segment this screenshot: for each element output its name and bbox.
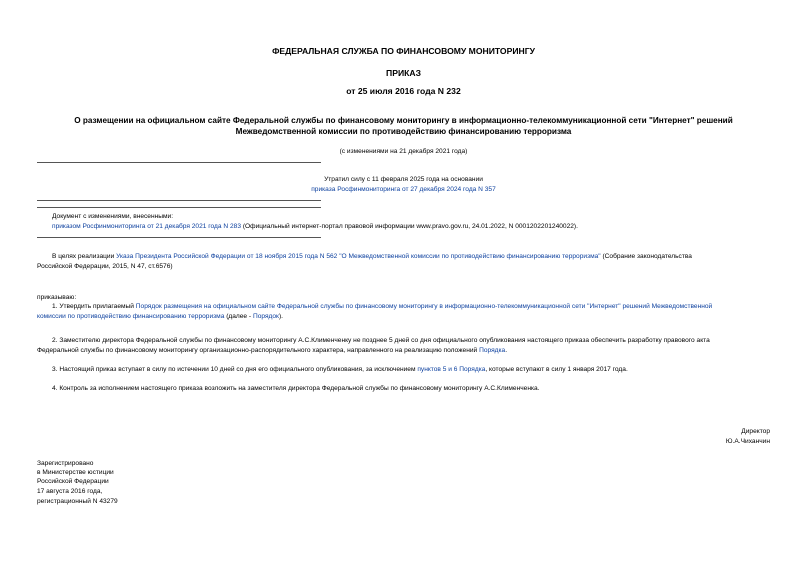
point-1-line-1 bbox=[52, 302, 772, 313]
repeal-order-link[interactable]: приказа Росфинмониторинга от 27 декабря 2024 года N 357 bbox=[311, 186, 496, 193]
date-number: от 25 июля 2016 года N 232 bbox=[346, 86, 461, 96]
point-1-line-2 bbox=[37, 312, 283, 323]
point-2-line-1: 2. Заместителю директора Федеральной службы по финансовому мониторингу А.С.Клименченку не позднее 5 дней со дня официального опубликования настоящего приказа обеспечить разработку правового акта bbox=[52, 337, 710, 344]
decree-title-link[interactable]: "О Межведомственной комиссии по противодействию финансированию терроризма" bbox=[337, 253, 601, 260]
registration-line-5: регистрационный N 43279 bbox=[37, 498, 118, 505]
point-3-prefix: 3. Настоящий приказ вступает в силу по истечении 10 дней со дня его официального опубликования, за исключением bbox=[52, 366, 418, 373]
amending-order-link[interactable]: приказом Росфинмониторинга от 21 декабря 2021 года N 283 bbox=[52, 223, 241, 230]
procedure-short-link[interactable]: Порядок bbox=[252, 313, 279, 320]
point-2-end: . bbox=[505, 347, 508, 354]
point-1-mid: (далее - bbox=[224, 313, 253, 320]
procedure-link-cont[interactable]: комиссии по противодействию финансированию терроризма bbox=[37, 313, 225, 320]
procedure-link-2[interactable]: Порядка bbox=[479, 347, 506, 354]
divider bbox=[37, 237, 321, 238]
point-3 bbox=[52, 365, 628, 376]
preamble-line-1 bbox=[52, 252, 772, 263]
divider bbox=[37, 200, 321, 201]
point-2-text: Федеральной службы по финансовому мониторингу организационно-распорядительного характера, направленного на реализацию положений bbox=[37, 347, 480, 354]
registration-line-3: Российской Федерации bbox=[37, 478, 109, 485]
preamble-prefix: В целях реализации bbox=[52, 253, 117, 260]
title-line-1: О размещении на официальном сайте Федеральной службы по финансовому мониторингу в информационно-телекоммуникационной сети "Интернет" решений bbox=[74, 116, 733, 125]
amendments-note: (с изменениями на 21 декабря 2021 года) bbox=[339, 148, 468, 155]
title-line-2: Межведомственной комиссии по противодействию финансированию терроризма bbox=[235, 127, 572, 136]
point-1-end: ). bbox=[278, 313, 283, 320]
doc-type-heading: ПРИКАЗ bbox=[386, 68, 421, 78]
registration-line-4: 17 августа 2016 года, bbox=[37, 488, 103, 495]
status-line: Утратил силу с 11 февраля 2025 года на основании bbox=[324, 176, 483, 183]
signature-position: Директор bbox=[741, 428, 770, 435]
registration-line-1: Зарегистрировано bbox=[37, 460, 94, 467]
point-2-line-2 bbox=[37, 346, 507, 357]
registration-line-2: в Министерстве юстиции bbox=[37, 469, 114, 476]
changes-source: (Официальный интернет-портал правовой информации www.pravo.gov.ru, 24.01.2022, N 0001202201240022). bbox=[240, 223, 578, 230]
divider bbox=[37, 162, 321, 163]
order-word: приказываю: bbox=[37, 294, 77, 301]
decree-link[interactable]: Указа Президента Российской Федерации от 18 ноября 2015 года N 562 bbox=[116, 253, 338, 260]
preamble-suffix: (Собрание законодательства bbox=[600, 253, 692, 260]
point-1-prefix: 1. Утвердить прилагаемый bbox=[52, 303, 136, 310]
points-5-6-link[interactable]: пунктов 5 и 6 Порядка bbox=[417, 366, 486, 373]
point-3-end: , которые вступают в силу 1 января 2017 года. bbox=[485, 366, 628, 373]
procedure-link[interactable]: Порядок размещения на официальном сайте Федеральной службы по финансовому мониторингу в информационно-телекоммуникационной сети "Интернет" решений Межведомственной bbox=[135, 303, 713, 310]
divider bbox=[37, 207, 321, 208]
signature-name: Ю.А.Чиханчин bbox=[725, 438, 770, 445]
agency-heading: ФЕДЕРАЛЬНАЯ СЛУЖБА ПО ФИНАНСОВОМУ МОНИТОРИНГУ bbox=[272, 46, 535, 56]
preamble-line-2: Российской Федерации, 2015, N 47, ст.6576) bbox=[37, 263, 173, 270]
changes-line bbox=[52, 222, 578, 232]
point-4: 4. Контроль за исполнением настоящего приказа возложить на заместителя директора Федеральной службы по финансовому мониторингу А.С.Клименченка. bbox=[52, 385, 540, 392]
changes-label: Документ с изменениями, внесенными: bbox=[52, 213, 174, 220]
